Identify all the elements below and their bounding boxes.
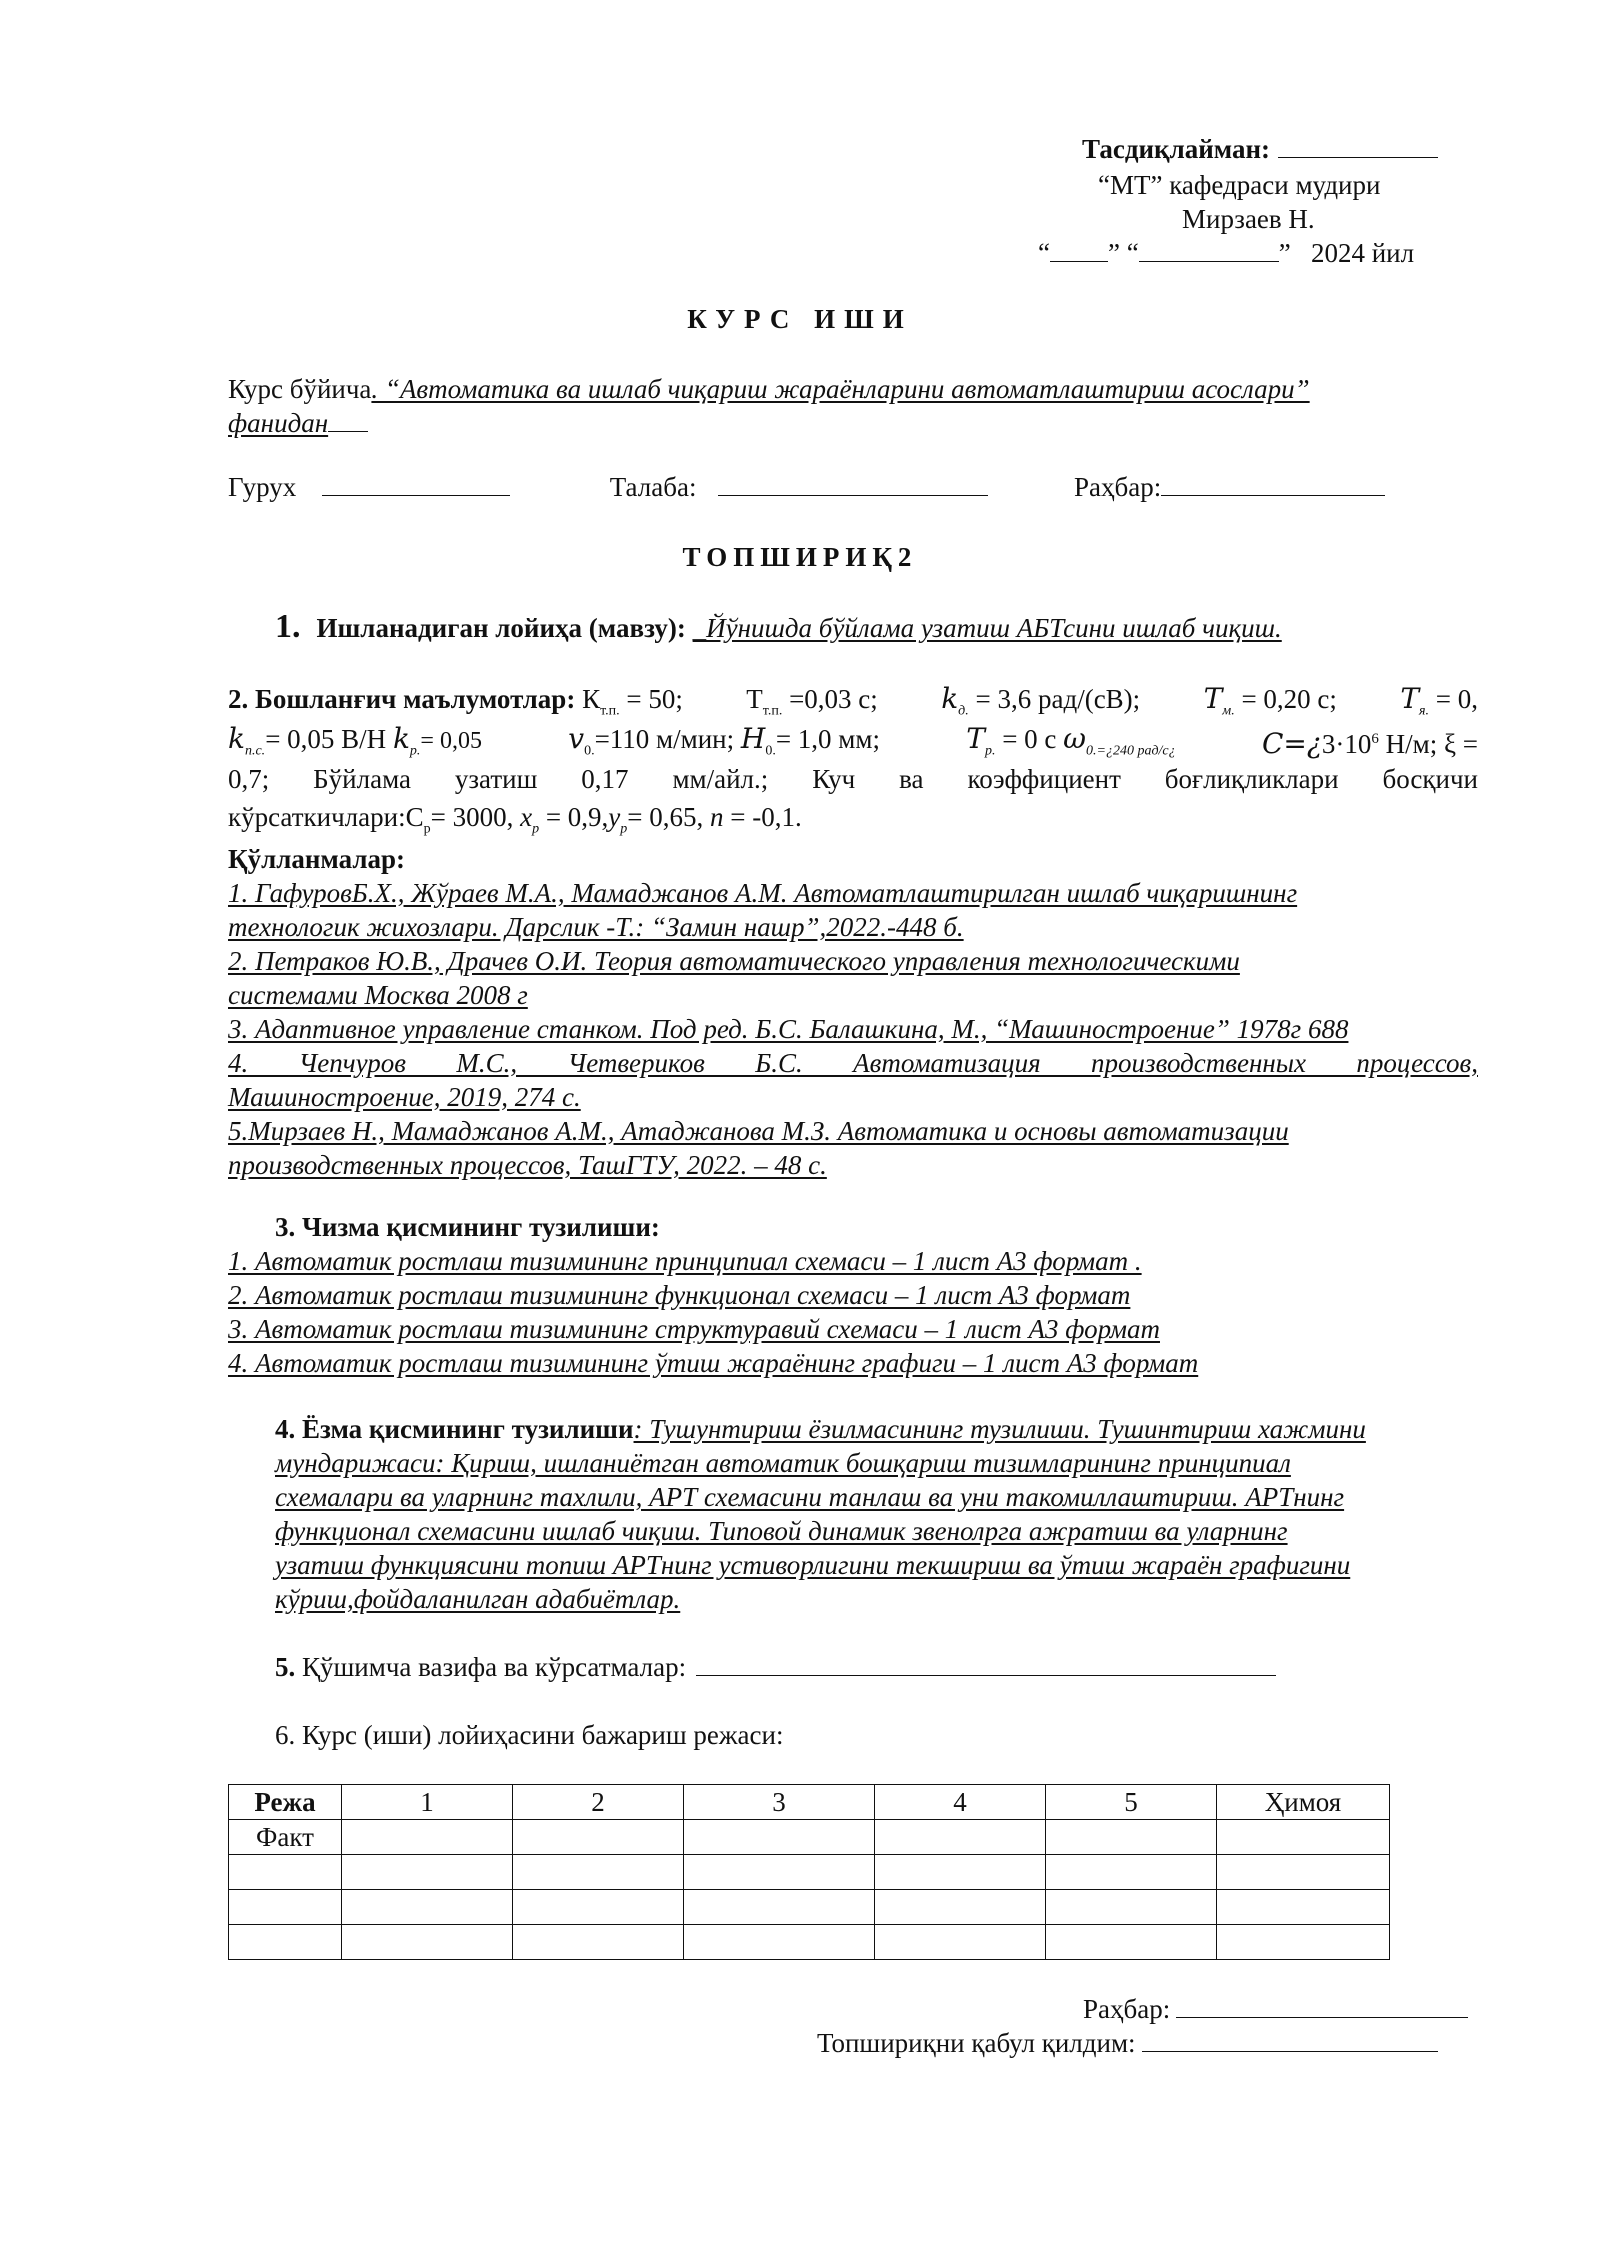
plan-cell [342, 1855, 513, 1890]
omega-subscript: 0.=¿240 рад/с¿ [1086, 743, 1176, 759]
kd-value: = 3,6 рад/(сВ); [975, 684, 1141, 714]
xp-value: = 0,9, [545, 802, 609, 832]
cp-subscript: р [423, 821, 431, 837]
approval-heading-text: Тасдиқлайман: [1082, 134, 1271, 164]
kt-subscript: т.п. [600, 703, 620, 719]
plan-cell [875, 1925, 1046, 1960]
tm-symbol: T [1203, 682, 1223, 715]
xp-symbol: x [520, 802, 533, 832]
written-part-line: кўриш,фойдаланилган адабиётлар. [275, 1584, 681, 1614]
task-title: ТОПШИРИҚ2 [682, 542, 918, 572]
plan-cell [1217, 1925, 1390, 1960]
initial-data-line-3: 0,7; Бўйлама узатиш 0,17 мм/айл.; Куч ва коэффициент боғлиқликлари босқичи [228, 764, 1478, 794]
ty-value: = 0, [1435, 684, 1478, 714]
c-unit: Н/м; ξ = [1385, 729, 1478, 759]
reference-line: 5.Мирзаев Н., Мамаджанов А.М., Атаджанова М.З. Автоматика и основы автоматизации [228, 1116, 1289, 1146]
kpc-subscript: п.с. [244, 743, 266, 759]
student-blank [718, 471, 988, 496]
tp-symbol: T [966, 722, 985, 755]
v0-symbol: v [568, 722, 585, 755]
course-subject-line-1: . “Автоматика ва ишлаб чиқариш жараёнларини автоматлаштириш асослари” [371, 374, 1310, 404]
initial-data-line-2 [228, 722, 1478, 762]
plan-header-cell: Ҳимоя [1217, 1785, 1390, 1820]
plan-cell [342, 1925, 513, 1960]
reference-line: производственных процессов, ТашГТУ, 2022. – 48 с. [228, 1150, 827, 1180]
plan-cell [342, 1820, 513, 1855]
kp-symbol: k [392, 722, 410, 755]
initial-data-line-1 [228, 682, 1478, 722]
tm-subscript: м. [1222, 703, 1235, 719]
plan-cell [684, 1855, 875, 1890]
section-3-drawing-part [228, 1210, 1478, 1380]
kpc-value: = 0,05 В/Н [265, 724, 387, 754]
course-subject-line-2: фанидан [228, 408, 329, 438]
section-2-initial-data [228, 682, 1478, 840]
date-month-blank [1139, 237, 1279, 262]
plan-cell [1217, 1855, 1390, 1890]
yp-subscript: р [620, 821, 628, 837]
tp-value: = 0 с [1002, 724, 1057, 754]
tt-subscript: т.п. [762, 703, 783, 719]
section-5-blank [696, 1651, 1276, 1676]
reference-line: Машиностроение, 2019, 274 с. [228, 1082, 581, 1112]
student-label: Талаба: [609, 472, 697, 502]
n-symbol: n [710, 802, 724, 832]
plan-cell [1046, 1925, 1217, 1960]
section-1-project-topic [275, 610, 1282, 645]
plan-cell [229, 1890, 342, 1925]
c-symbol: C=¿ [1261, 727, 1322, 760]
written-part-line: функционал схемасини ишлаб чиқиш. Типовой динамик звенолрга ажратиш ва уларнинг [275, 1516, 1288, 1546]
section-4-written-part [275, 1412, 1475, 1616]
plan-cell [1217, 1820, 1390, 1855]
approval-date-line [1038, 236, 1414, 270]
supervisor-signature-blank [1176, 1993, 1468, 2018]
course-subject-blank [328, 407, 368, 432]
ty-symbol: T [1400, 682, 1419, 715]
yp-value: = 0,65, [627, 802, 704, 832]
omega-symbol: ω [1063, 722, 1087, 755]
kp-value: = 0,05 [420, 728, 482, 754]
reference-line: системами Москва 2008 г [228, 980, 528, 1010]
section-3-label: 3. Чизма қисмининг тузилиши: [275, 1212, 660, 1242]
references-label: Қўлланмалар: [228, 844, 406, 874]
initial-data-line-4 [228, 800, 1478, 840]
plan-header-cell: 2 [513, 1785, 684, 1820]
plan-cell [875, 1890, 1046, 1925]
drawing-item: 4. Автоматик ростлаш тизимининг ўтиш жараёнинг графиги – 1 лист А3 формат [228, 1348, 1199, 1378]
references-block [228, 842, 1478, 1182]
yp-symbol: y [608, 802, 621, 832]
written-part-line: схемалари ва уларнинг тахлили, АРТ схемасини танлаш ва уни такомиллаштириш. АРТнинг [275, 1482, 1345, 1512]
plan-empty-row [229, 1890, 1390, 1925]
n-value: = -0,1. [730, 802, 802, 832]
c-value: 3·10 [1321, 729, 1372, 759]
accepted-signature-label: Топшириқни қабул қилдим: [817, 2028, 1136, 2058]
supervisor-blank [1161, 471, 1385, 496]
plan-cell [513, 1855, 684, 1890]
section-6-plan-heading [275, 1718, 783, 1752]
plan-cell [229, 1925, 342, 1960]
plan-cell [513, 1925, 684, 1960]
department-head-name: Мирзаев Н. [1182, 204, 1315, 234]
plan-table [228, 1784, 1390, 1960]
supervisor-signature-label: Раҳбар: [1083, 1994, 1171, 2024]
supervisor-label: Раҳбар: [1073, 472, 1162, 502]
date-quote-close-2: ” [1278, 238, 1291, 268]
plan-cell [875, 1820, 1046, 1855]
plan-header-cell: Режа [229, 1785, 342, 1820]
plan-cell [513, 1890, 684, 1925]
tt-symbol: Т [746, 684, 763, 714]
plan-cell [513, 1820, 684, 1855]
course-label: Курс бўйича [228, 374, 372, 404]
tt-value: =0,03 с; [789, 684, 878, 714]
kp-subscript: р. [409, 743, 421, 759]
section-4-first-line [275, 1412, 1475, 1446]
plan-cell [1217, 1890, 1390, 1925]
written-part-line: узатиш функциясини топиш АРТнинг устиворлигини текшириш ва ўтиш жараён графигини [275, 1550, 1351, 1580]
kd-symbol: k [941, 682, 959, 715]
accepted-signature-blank [1142, 2027, 1438, 2052]
section-1-label: Ишланадиган лойиҳа (мавзу): [316, 613, 686, 643]
approval-heading [1082, 132, 1438, 166]
v0-subscript: 0. [584, 743, 595, 759]
reference-line: 3. Адаптивное управление станком. Под ред. Б.С. Балашкина, М., “Машиностроение” 1978г 688 [228, 1014, 1349, 1044]
c-exponent: 6 [1371, 731, 1379, 747]
approval-signature-blank [1278, 133, 1438, 158]
plan-header-cell: 5 [1046, 1785, 1217, 1820]
h0-value: = 1,0 мм; [775, 724, 880, 754]
accepted-signature [817, 2026, 1438, 2060]
plan-cell [1046, 1890, 1217, 1925]
plan-fact-row [229, 1820, 1390, 1855]
reference-line: 2. Петраков Ю.В., Драчев О.И. Теория автоматического управления технологическими [228, 946, 1240, 976]
v0-value: =110 м/мин; [594, 724, 735, 754]
plan-cell [229, 1855, 342, 1890]
plan-cell [684, 1820, 875, 1855]
kt-symbol: К [582, 684, 601, 714]
section-5-additional-tasks [275, 1650, 1276, 1684]
plan-empty-row [229, 1925, 1390, 1960]
plan-cell [684, 1925, 875, 1960]
cp-value: = 3000, [430, 802, 514, 832]
drawing-item: 2. Автоматик ростлаш тизимининг функционал схемаси – 1 лист А3 формат [228, 1280, 1131, 1310]
h0-symbol: H [740, 722, 766, 755]
plan-cell [1046, 1855, 1217, 1890]
h0-subscript: 0. [765, 743, 776, 759]
group-student-supervisor-row [228, 470, 1478, 504]
kt-value: = 50; [626, 684, 683, 714]
department-head-line: “МТ” кафедраси мудири [1098, 170, 1381, 200]
course-subject [228, 372, 1478, 440]
initial-data-label: 2. Бошланғич маълумотлар: [228, 684, 576, 714]
plan-cell [342, 1890, 513, 1925]
plan-header-cell: 3 [684, 1785, 875, 1820]
section-1-number: 1. [275, 608, 301, 645]
reference-line: 1. ГафуровБ.Х., Жўраев М.А., Мамаджанов А.М. Автоматлаштирилган ишлаб чиқаришнинг [228, 878, 1298, 908]
date-quote-open-2: “ [1126, 238, 1139, 268]
group-blank [322, 471, 510, 496]
section-5-number: 5. [275, 1652, 296, 1682]
tp-subscript: р. [984, 743, 996, 759]
plan-header-cell: 4 [875, 1785, 1046, 1820]
supervisor-signature [1083, 1992, 1468, 2026]
tm-value: = 0,20 с; [1241, 684, 1337, 714]
date-quote-close-1: ” [1107, 238, 1120, 268]
cp-label: кўрсаткичлари:С [228, 802, 424, 832]
written-part-line: мундарижаси: Қириш, ишланиётган автоматик бошқариш тизимларининг принципиал [275, 1448, 1291, 1478]
date-year: 2024 йил [1310, 238, 1415, 268]
plan-empty-row [229, 1855, 1390, 1890]
section-1-topic-value: _Йўнишда бўйлама узатиш АБТсини ишлаб чиқиш. [692, 613, 1282, 643]
section-4-label: 4. Ёзма қисмининг тузилиши [275, 1414, 634, 1444]
date-quote-open-1: “ [1038, 238, 1050, 268]
kd-subscript: д. [958, 703, 969, 719]
ty-subscript: я. [1419, 703, 1430, 719]
reference-line: 4. Чепчуров М.С., Четвериков Б.С. Автоматизация производственных процессов, [228, 1048, 1478, 1078]
reference-line: технологик жихозлари. Дарслик -Т.: “Замин нашр”,2022.-448 б. [228, 912, 964, 942]
drawing-item: 1. Автоматик ростлаш тизимининг принципиал схемаси – 1 лист А3 формат . [228, 1246, 1142, 1276]
section-4-first-text: : Тушунтириш ёзилмасининг тузилиши. Тушинтириш хажмини [633, 1414, 1366, 1444]
kpc-symbol: k [228, 722, 245, 755]
plan-header-row [229, 1785, 1390, 1820]
date-day-blank [1050, 237, 1108, 262]
drawing-item: 3. Автоматик ростлаш тизимининг структуравий схемаси – 1 лист А3 формат [228, 1314, 1160, 1344]
plan-cell [1046, 1820, 1217, 1855]
group-label: Гурух [228, 472, 297, 502]
document-title: КУРС ИШИ [687, 304, 913, 334]
plan-cell [684, 1890, 875, 1925]
section-5-label: Қўшимча вазифа ва кўрсатмалар: [302, 1652, 687, 1682]
plan-fact-label: Факт [229, 1820, 342, 1855]
plan-header-cell: 1 [342, 1785, 513, 1820]
xp-subscript: р [532, 821, 540, 837]
section-6-label: 6. Курс (иши) лойиҳасини бажариш режаси: [275, 1720, 784, 1750]
plan-cell [875, 1855, 1046, 1890]
